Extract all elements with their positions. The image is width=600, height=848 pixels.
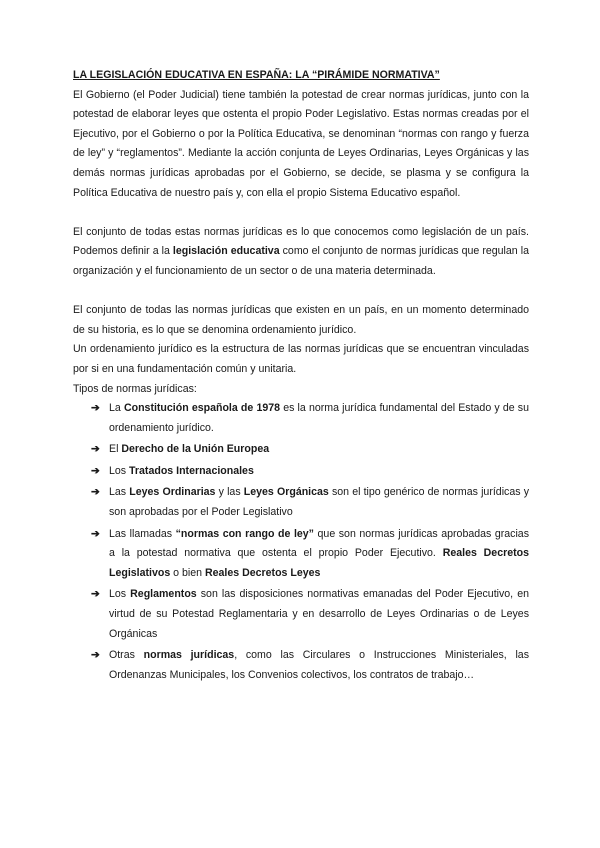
item-bold: Leyes Orgánicas — [243, 486, 329, 499]
paragraph-legislation-text-a: El conjunto de todas estas normas jurídicas es lo que conocemos como legislación de un país. Podemos definir a la — [73, 225, 529, 258]
spacer — [73, 282, 529, 302]
arrow-right-icon: ➔ — [91, 486, 100, 499]
paragraph-legislation-bold: legislación educativa — [172, 245, 280, 258]
item-text: son las disposiciones normativas emanadas del Poder Ejecutivo, en virtud de su Potestad Reglamentaria y en desarrollo de Leyes Ordinarias o de Leyes Orgánicas — [109, 588, 529, 640]
paragraph-estructura: Un ordenamiento jurídico es la estructura de las normas jurídicas que se encuentran vinculadas por si en una fundamentación común y unitaria. — [73, 343, 529, 375]
arrow-right-icon: ➔ — [91, 464, 100, 477]
arrow-right-icon: ➔ — [91, 402, 100, 415]
list-item — [91, 585, 529, 644]
paragraph-ordenamiento: El conjunto de todas las normas jurídicas que existen en un país, en un momento determinado de su historia, es lo que se denomina ordenamiento jurídico. — [73, 304, 529, 336]
list-item — [91, 440, 529, 460]
item-text: Las — [109, 486, 130, 499]
list-item — [91, 462, 529, 482]
paragraph-legislation — [73, 223, 529, 282]
page-title: LA LEGISLACIÓN EDUCATIVA EN ESPAÑA: LA “PIRÁMIDE NORMATIVA” — [73, 69, 440, 81]
arrow-right-icon: ➔ — [91, 443, 100, 456]
norm-types-list — [73, 399, 529, 685]
item-text: Los — [109, 588, 131, 601]
arrow-right-icon: ➔ — [91, 527, 100, 540]
item-bold: normas jurídicas — [143, 649, 235, 662]
item-bold: Reales Decretos Legislativos — [109, 547, 529, 579]
item-text: Otras — [109, 649, 144, 662]
item-bold: Constitución española de 1978 — [123, 402, 281, 415]
item-text: El — [109, 443, 122, 456]
arrow-right-icon: ➔ — [91, 588, 100, 601]
item-bold: Derecho de la Unión Europea — [121, 443, 270, 456]
item-text: es la norma jurídica fundamental del Estado y de su ordenamiento jurídico. — [109, 402, 529, 434]
item-bold: “normas con rango de ley” — [175, 527, 314, 540]
item-text: que son normas jurídicas aprobadas gracias a la potestad normativa que ostenta el propio Poder Ejecutivo. — [109, 527, 529, 560]
item-text: y las — [215, 486, 244, 499]
item-text: son el tipo genérico de normas jurídicas y son aprobadas por el Poder Legislativo — [109, 486, 529, 519]
item-bold: Leyes Ordinarias — [129, 486, 216, 499]
item-bold: Reglamentos — [130, 588, 197, 601]
list-item — [91, 483, 529, 522]
item-bold: Reales Decretos Leyes — [205, 566, 321, 579]
spacer — [73, 203, 529, 223]
item-text: Los — [109, 464, 130, 477]
list-item — [91, 399, 529, 438]
list-intro: Tipos de normas jurídicas: — [73, 382, 197, 395]
paragraph-legislation-text-b: como el conjunto de normas jurídicas que regulan la organización y el funcionamiento de un sector o de una materia determinada. — [73, 245, 529, 277]
arrow-right-icon: ➔ — [91, 649, 100, 662]
document-page — [73, 66, 529, 687]
item-text: , como las Circulares o Instrucciones Ministeriales, las Ordenanzas Municipales, los Convenios colectivos, los contratos de trabajo… — [109, 649, 529, 681]
item-text: o bien — [170, 566, 205, 579]
item-text: La — [109, 402, 124, 415]
list-item — [91, 525, 529, 584]
list-item — [91, 646, 529, 685]
item-text: Las llamadas — [109, 527, 176, 540]
paragraph-intro: El Gobierno (el Poder Judicial) tiene también la potestad de crear normas jurídicas, junto con la potestad de elaborar leyes que ostenta el propio Poder Legislativo. Estas normas creadas por el Ejecutivo, por el Gobierno o por la Política Educativa, se denominan “normas con rango y fuerza de ley” y “reglamentos”. Mediante la acción conjunta de Leyes Ordinarias, Leyes Orgánicas y las demás normas jurídicas aprobadas por el Gobierno, se decide, se plasma y se configura la Política Educativa de nuestro país y, con ella el propio Sistema Educativo español. — [73, 88, 529, 199]
item-bold: Tratados Internacionales — [129, 464, 254, 477]
